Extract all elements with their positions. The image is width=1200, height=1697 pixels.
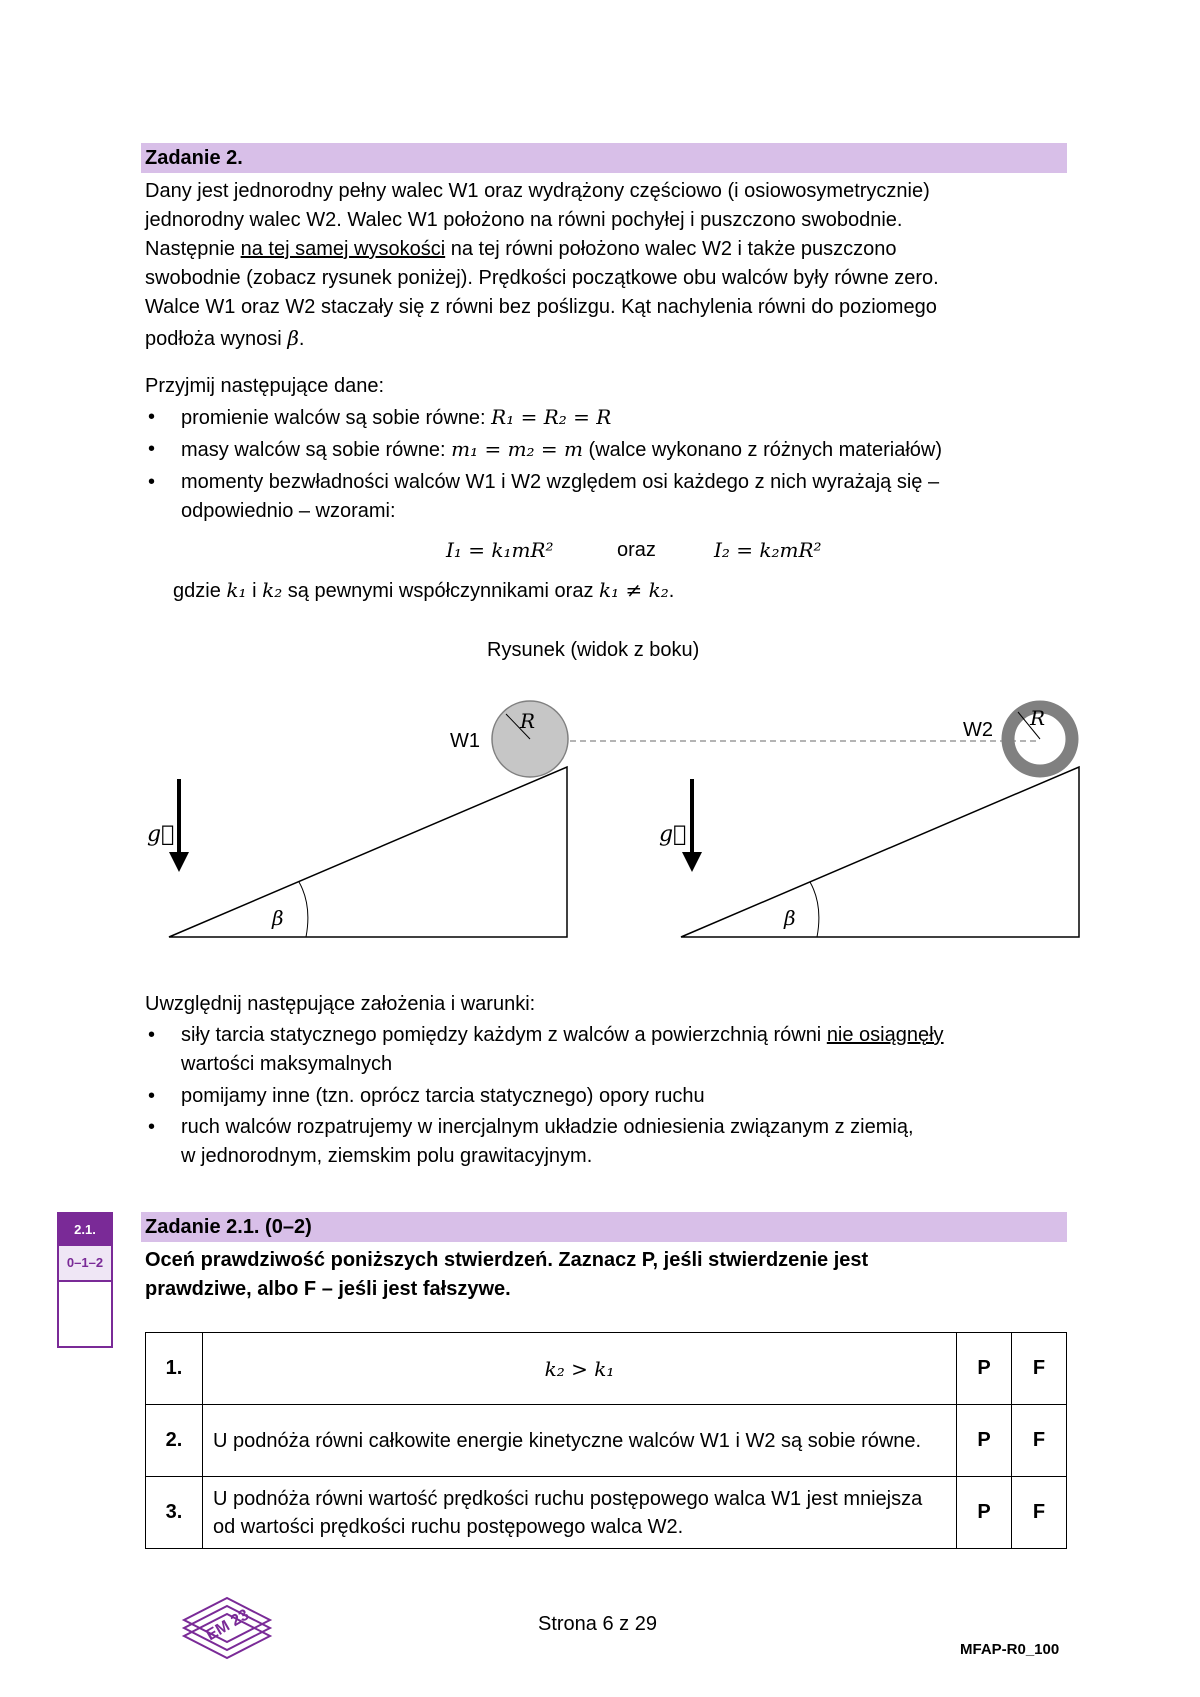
- option-f[interactable]: F: [1012, 1477, 1067, 1549]
- table-row: [146, 1333, 1067, 1405]
- underlined-phrase: na tej samej wysokości: [240, 238, 446, 260]
- row-number: 1.: [146, 1333, 203, 1405]
- condition-3-cont: w jednorodnym, ziemskim polu grawitacyjnym.: [181, 1145, 593, 1167]
- score-range: 0–1–2: [59, 1246, 111, 1282]
- row-number: 3.: [146, 1477, 203, 1549]
- conditions-intro: Uwzględnij następujące założenia i warunki:: [145, 993, 536, 1015]
- instruction-line-1: Oceń prawdziwość poniższych stwierdzeń. Zaznacz P, jeśli stwierdzenie jest: [145, 1249, 869, 1271]
- label-beta-left: β: [272, 906, 284, 930]
- statement-text: U podnóża równi wartość prędkości ruchu postępowego walca W1 jest mniejsza od wartości prędkości ruchu postępowego walca W2.: [203, 1477, 957, 1549]
- incline-left: [169, 767, 567, 937]
- option-f[interactable]: F: [1012, 1405, 1067, 1477]
- score-box: [57, 1212, 113, 1348]
- row-number: 2.: [146, 1405, 203, 1477]
- intro-line-4: swobodnie (zobacz rysunek poniżej). Prędkości początkowe obu walców były równe zero.: [145, 267, 939, 289]
- document-code: MFAP-R0_100: [960, 1641, 1060, 1658]
- formula-i2: I₂ = k₂mR²: [714, 538, 822, 562]
- intro-line-6: podłoża wynosi β.: [145, 326, 305, 350]
- figure-caption: Rysunek (widok z boku): [487, 639, 700, 661]
- option-p[interactable]: P: [957, 1477, 1012, 1549]
- intro-line-5: Walce W1 oraz W2 staczały się z równi bez poślizgu. Kąt nachylenia równi do poziomego: [145, 296, 937, 318]
- intro-line-2: jednorodny walec W2. Walec W1 położono na równi pochyłej i puszczono swobodnie.: [145, 209, 903, 231]
- data-intro: Przyjmij następujące dane:: [145, 375, 385, 397]
- score-field[interactable]: [59, 1282, 111, 1348]
- score-label: 2.1.: [59, 1214, 111, 1246]
- task-title: Zadanie 2.: [141, 143, 1067, 173]
- underlined-phrase-2: nie osiągnęły: [826, 1024, 944, 1046]
- option-p[interactable]: P: [957, 1405, 1012, 1477]
- subtask-title: Zadanie 2.1. (0–2): [141, 1212, 1067, 1242]
- page-number: Strona 6 z 29: [538, 1613, 657, 1635]
- formula-i1: I₁ = k₁mR²: [446, 538, 554, 562]
- label-r-w1: R: [520, 709, 536, 733]
- intro-line-3: Następnie na tej samej wysokości na tej równi położono walec W2 i także puszczono: [145, 238, 897, 260]
- incline-right: [681, 767, 1079, 937]
- formula-oraz: oraz: [617, 539, 656, 561]
- statement-text: U podnóża równi całkowite energie kinetyczne walców W1 i W2 są sobie równe.: [203, 1405, 957, 1477]
- option-f[interactable]: F: [1012, 1333, 1067, 1405]
- table-row: [146, 1477, 1067, 1549]
- cke-logo: [178, 1590, 276, 1668]
- intro-line-1: Dany jest jednorodny pełny walec W1 oraz wydrążony częściowo (i osiowosymetrycznie): [145, 180, 930, 202]
- true-false-table: [145, 1332, 1067, 1549]
- label-r-w2: R: [1030, 706, 1046, 730]
- label-w2: W2: [963, 719, 993, 741]
- table-row: [146, 1405, 1067, 1477]
- label-g-left: g⃗: [147, 822, 175, 847]
- data-bullet-3-cont: odpowiednio – wzorami:: [181, 500, 396, 522]
- option-p[interactable]: P: [957, 1333, 1012, 1405]
- statement-text: k₂ > k₁: [203, 1333, 957, 1405]
- logo-text: EM 23: [203, 1606, 253, 1645]
- condition-1-cont: wartości maksymalnych: [181, 1053, 393, 1075]
- instruction-line-2: prawdziwe, albo F – jeśli jest fałszywe.: [145, 1278, 511, 1300]
- label-beta-right: β: [784, 906, 796, 930]
- gdzie-line: gdzie k₁ i k₂ są pewnymi współczynnikami oraz k₁ ≠ k₂.: [173, 578, 675, 602]
- label-g-right: g⃗: [659, 822, 687, 847]
- label-w1: W1: [450, 730, 480, 752]
